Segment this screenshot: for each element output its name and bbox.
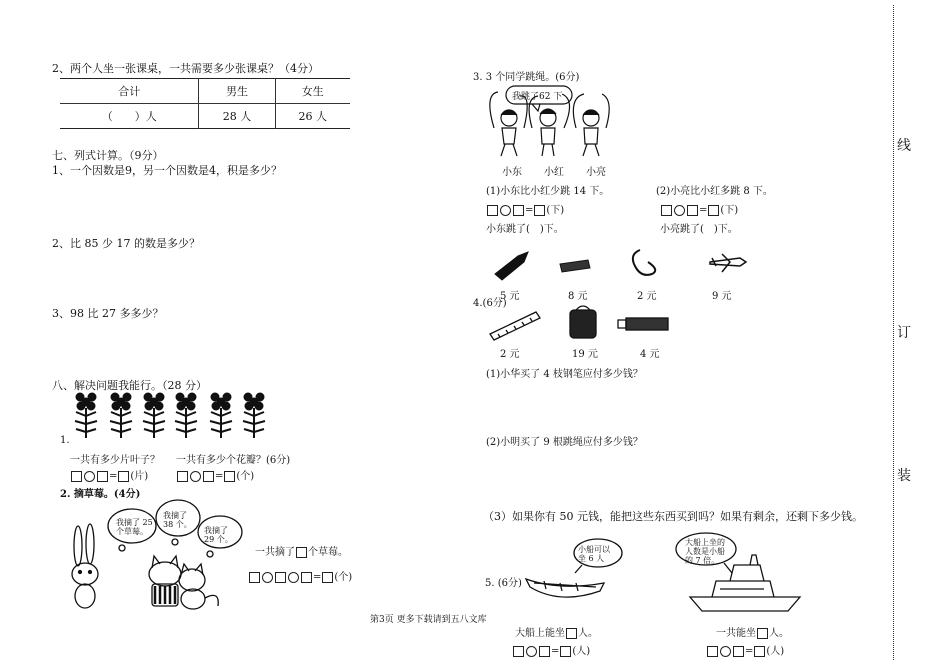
answer-box[interactable] — [118, 471, 129, 482]
total-question: 一共能坐 人。 — [716, 628, 789, 639]
big-boat-bubble: 大船上坐的 人数是小船 的 7 倍。 — [685, 538, 725, 565]
answer-box[interactable] — [275, 572, 286, 583]
table-cell[interactable]: （ ）人 — [101, 110, 157, 123]
unit-label: (片) — [130, 471, 149, 482]
q2-strawberry-title: 2. 摘草莓。(4分) — [60, 489, 141, 500]
price: 2 元 — [500, 349, 520, 360]
operator-circle[interactable] — [262, 572, 273, 583]
q4-sub1: (1)小华买了 4 枝钢笔应付多少钱？ — [486, 369, 643, 380]
q4-sub2: (2)小明买了 9 根跳绳应付多少钱？ — [486, 437, 643, 448]
flowers-image — [66, 392, 276, 442]
items-row-2-image — [488, 304, 678, 344]
answer-box[interactable] — [97, 471, 108, 482]
answer-box[interactable] — [322, 572, 333, 583]
margin-label-xian: 线 — [897, 138, 911, 154]
section-7-q3: 3、98 比 27 多多少？ — [52, 307, 164, 320]
price: 4 元 — [640, 349, 660, 360]
operator-circle[interactable] — [84, 471, 95, 482]
table-header: 女生 — [275, 79, 350, 104]
name-xiaoliang: 小亮 — [586, 167, 606, 178]
price: 8 元 — [568, 291, 588, 302]
bubble-fox: 我摘了 29 个。 — [204, 526, 233, 544]
table-header: 合计 — [60, 79, 199, 104]
q3-sub2: (2)小亮比小红多跳 8 下。 — [656, 186, 773, 197]
animals-image — [60, 498, 260, 613]
answer-box[interactable] — [203, 471, 214, 482]
liang-answer[interactable]: 小亮跳了( )下。 — [660, 224, 738, 235]
operator-circle[interactable] — [288, 572, 299, 583]
big-boat-question: 大船上能坐 人。 — [515, 628, 598, 639]
q3-title: 3. 3 个同学跳绳。(6分) — [473, 72, 580, 83]
table-header: 男生 — [199, 79, 275, 104]
price: 2 元 — [637, 291, 657, 302]
answer-box[interactable] — [301, 572, 312, 583]
total-equation[interactable]: = (人) — [706, 642, 784, 657]
bubble-cat: 我摘了 38 个。 — [163, 511, 192, 529]
leaves-equation[interactable]: = (片) — [70, 467, 148, 482]
leaves-question: 一共有多少片叶子？ — [70, 455, 160, 466]
section-7-q2: 2、比 85 少 17 的数是多少？ — [52, 237, 200, 250]
items-row-1-image — [490, 244, 760, 286]
name-xiaohong: 小红 — [544, 167, 564, 178]
dong-answer[interactable]: 小东跳了( )下。 — [486, 224, 564, 235]
q1-number: 1. — [60, 435, 70, 446]
small-boat-bubble: 小船可以 坐 6 人 — [578, 545, 610, 563]
q5-title: 5. (6分) — [485, 578, 522, 589]
binding-line — [893, 5, 894, 660]
boats-image — [520, 535, 820, 615]
answer-box[interactable] — [296, 547, 307, 558]
answer-box[interactable] — [177, 471, 188, 482]
q3-equation-1[interactable]: = (下) — [486, 201, 564, 216]
q2-title: 2、两个人坐一张课桌，一共需要多少张课桌？（4分） — [52, 62, 319, 75]
table-cell: 28 人 — [199, 104, 275, 129]
price: 5 元 — [500, 291, 520, 302]
strawberry-total-question: 一共摘了 个草莓。 — [255, 547, 348, 558]
price: 9 元 — [712, 291, 732, 302]
table-cell: 26 人 — [275, 104, 350, 129]
speech-bubble: 我跳了62 下 — [512, 92, 563, 102]
price: 19 元 — [572, 349, 598, 360]
unit-label: (个) — [236, 471, 255, 482]
q3-sub1: (1)小东比小红少跳 14 下。 — [486, 186, 610, 197]
q3-equation-2[interactable]: = (下) — [660, 201, 738, 216]
name-xiaodong: 小东 — [502, 167, 522, 178]
flowers-equation[interactable]: = (个) — [176, 467, 254, 482]
answer-box[interactable] — [249, 572, 260, 583]
margin-label-zhuang: 装 — [897, 468, 911, 484]
bubble-rabbit: 我摘了 25 个草莓。 — [116, 518, 153, 536]
strawberry-equation[interactable]: = (个) — [248, 568, 352, 583]
page-footer: 第3页 更多下载请到五八文库 — [370, 615, 487, 625]
section-8-title: 八、解决问题我能行。（28 分） — [52, 379, 207, 392]
answer-box[interactable] — [71, 471, 82, 482]
flowers-question: 一共有多少个花瓣？(6分) — [176, 455, 291, 466]
q4-title: 4.(6分) — [473, 298, 507, 309]
students-table — [60, 78, 350, 129]
section-7-title: 七、列式计算。（9分） — [52, 149, 164, 162]
section-7-q1: 1、一个因数是9，另一个因数是4，积是多少？ — [52, 164, 282, 177]
operator-circle[interactable] — [190, 471, 201, 482]
answer-box[interactable] — [224, 471, 235, 482]
q4-sub3: （3）如果你有 50 元钱，能把这些东西买到吗？如果有剩余，还剩下多少钱。 — [483, 510, 863, 523]
unit-label: (个) — [334, 572, 353, 583]
margin-label-ding: 订 — [897, 325, 911, 341]
big-boat-equation[interactable]: = (人) — [512, 642, 590, 657]
